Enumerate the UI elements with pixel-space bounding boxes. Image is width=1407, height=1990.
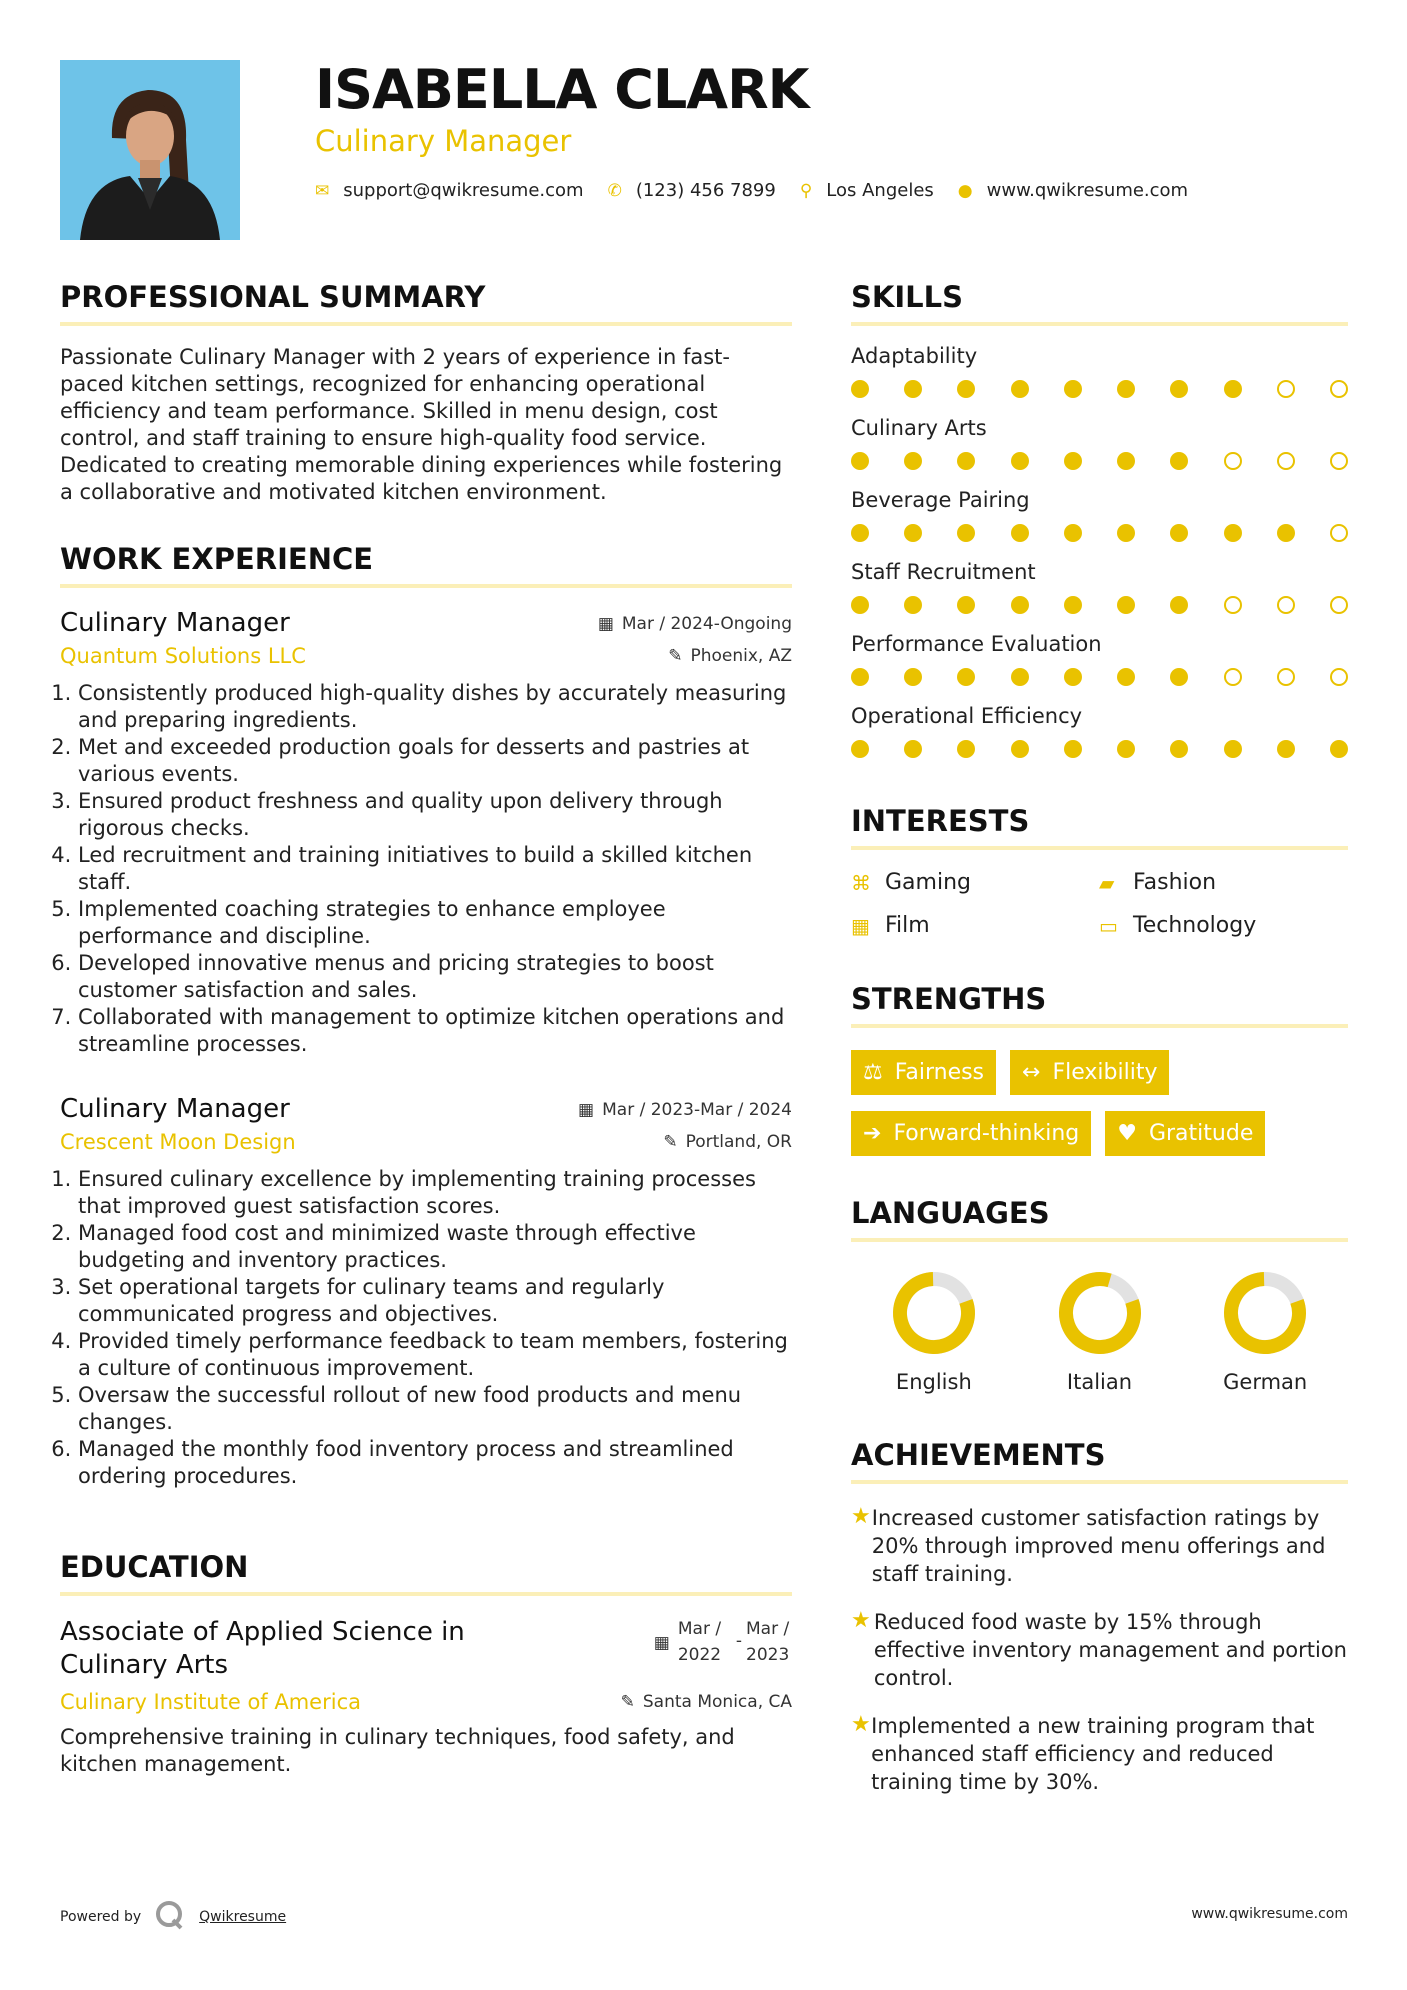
- list-item: 3. Set operational targets for culinary teams and regularly communicated progress and objectives.: [78, 1274, 792, 1328]
- location-text: Los Angeles: [826, 180, 934, 201]
- edu-separator: -: [735, 1631, 742, 1651]
- rating-dot-filled: [1064, 380, 1082, 398]
- rating-dot-filled: [1277, 524, 1295, 542]
- skill-row: [851, 344, 1348, 398]
- list-item: 4. Provided timely performance feedback to team members, fostering a culture of continuous improvement.: [78, 1328, 792, 1382]
- language-label: English: [895, 1370, 972, 1394]
- skill-name: Culinary Arts: [851, 416, 987, 440]
- job-location: [663, 1132, 792, 1152]
- star-icon: ★: [851, 1712, 871, 1737]
- donut-fill: [1057, 1270, 1143, 1356]
- rating-dot-filled: [1330, 740, 1348, 758]
- contact-bar: [315, 180, 1212, 201]
- rating-dot-filled: [1064, 452, 1082, 470]
- strength-label: Forward-thinking: [893, 1121, 1080, 1146]
- list-item: 2. Met and exceeded production goals for desserts and pastries at various events.: [78, 734, 792, 788]
- qwikresume-logo-icon: [155, 1900, 185, 1934]
- gamepad-icon: ⌘: [851, 870, 871, 895]
- languages-list: [851, 1270, 1348, 1394]
- rating-dot-filled: [1170, 452, 1188, 470]
- rating-dot-filled: [904, 668, 922, 686]
- rating-dot-filled: [1011, 524, 1029, 542]
- skill-rating: [851, 668, 1348, 686]
- list-item: 1. Ensured culinary excellence by implementing training processes that improved guest satisfaction scores.: [78, 1166, 792, 1220]
- education-dates: [654, 1616, 792, 1668]
- school-location-text: Santa Monica, CA: [642, 1692, 792, 1712]
- contact-phone[interactable]: [608, 180, 776, 201]
- summary-text: Passionate Culinary Manager with 2 years of experience in fast-paced kitchen settings, recognized for enhancing operational efficiency and team performance. Skilled in menu design, cost control, and staff training to ensure high-quality food service. Dedicated to creating memorable dining experiences while fostering a collaborative and motivated kitchen environment.: [60, 345, 783, 504]
- degree-title: Associate of Applied Science in Culinary Arts: [60, 1617, 465, 1680]
- list-item: 1. Consistently produced high-quality dishes by accurately measuring and preparing ingredients.: [78, 680, 792, 734]
- education-description: Comprehensive training in culinary techniques, food safety, and kitchen management.: [60, 1725, 735, 1776]
- interests-title: INTERESTS: [851, 804, 1348, 850]
- map-pin-icon: ⚲: [799, 180, 813, 201]
- rating-dot-empty: [1224, 668, 1242, 686]
- summary-title: PROFESSIONAL SUMMARY: [60, 280, 792, 326]
- rating-dot-filled: [851, 452, 869, 470]
- skill-row: [851, 416, 1348, 470]
- arrows-icon: ↔: [1022, 1060, 1041, 1085]
- language-label: Italian: [1066, 1370, 1133, 1394]
- contact-email[interactable]: [315, 180, 584, 201]
- language-item: [1182, 1270, 1348, 1394]
- experience-title: WORK EXPERIENCE: [60, 542, 792, 588]
- rating-dot-filled: [1117, 740, 1135, 758]
- star-icon: ★: [851, 1608, 871, 1633]
- rating-dot-filled: [904, 740, 922, 758]
- envelope-icon: ✉: [315, 180, 330, 201]
- film-icon: ▦: [851, 913, 870, 938]
- interest-label: Fashion: [1133, 870, 1217, 895]
- rating-dot-filled: [957, 596, 975, 614]
- edu-start: Mar / 2022: [677, 1619, 722, 1665]
- language-donut: [891, 1270, 977, 1356]
- achievement-text: Reduced food waste by 15% through effective inventory management and portion control.: [873, 1610, 1347, 1690]
- rating-dot-empty: [1330, 596, 1348, 614]
- rating-dot-filled: [1117, 380, 1135, 398]
- rating-dot-empty: [1330, 452, 1348, 470]
- strength-tag: [851, 1050, 996, 1095]
- school-name: Culinary Institute of America: [60, 1690, 361, 1714]
- pushpin-icon: ✎: [663, 1132, 678, 1152]
- rating-dot-filled: [1117, 668, 1135, 686]
- rating-dot-filled: [851, 380, 869, 398]
- calendar-icon: ▦: [653, 1633, 670, 1653]
- phone-text: (123) 456 7899: [635, 180, 776, 201]
- phone-icon: ✆: [607, 180, 622, 201]
- strength-tag: [1010, 1050, 1169, 1095]
- list-item: 5. Implemented coaching strategies to enhance employee performance and discipline.: [78, 896, 792, 950]
- achievement-text: Increased customer satisfaction ratings by 20% through improved menu offerings and staff training.: [871, 1506, 1326, 1586]
- rating-dot-empty: [1330, 668, 1348, 686]
- rating-dot-filled: [1011, 452, 1029, 470]
- job-date: [598, 614, 792, 634]
- rating-dot-empty: [1277, 452, 1295, 470]
- company-name: Quantum Solutions LLC: [60, 644, 306, 668]
- achievement-item: [851, 1712, 1348, 1796]
- bag-icon: ▰: [1099, 870, 1115, 895]
- powered-label: Powered by: [60, 1909, 142, 1925]
- edu-end: Mar / 2023: [746, 1619, 790, 1665]
- interest-item: [1099, 870, 1347, 895]
- skill-rating: [851, 596, 1348, 614]
- rating-dot-filled: [1064, 740, 1082, 758]
- strength-tag: [1105, 1111, 1265, 1156]
- skill-rating: [851, 740, 1348, 758]
- rating-dot-filled: [904, 380, 922, 398]
- rating-dot-filled: [851, 668, 869, 686]
- rating-dot-filled: [1011, 740, 1029, 758]
- rating-dot-filled: [1170, 740, 1188, 758]
- contact-location: [800, 180, 934, 201]
- pushpin-icon: ✎: [620, 1692, 635, 1712]
- strength-tag: [851, 1111, 1091, 1156]
- calendar-icon: ▦: [578, 1100, 595, 1120]
- rating-dot-filled: [904, 524, 922, 542]
- rating-dot-filled: [1224, 740, 1242, 758]
- job-location-text: Portland, OR: [685, 1132, 792, 1152]
- rating-dot-filled: [957, 380, 975, 398]
- job-entry: [60, 1094, 792, 1490]
- job-location: [668, 646, 792, 666]
- achievements-title: ACHIEVEMENTS: [851, 1438, 1348, 1484]
- rating-dot-filled: [957, 668, 975, 686]
- language-item: [1017, 1270, 1183, 1394]
- calendar-icon: ▦: [597, 614, 614, 634]
- interest-item: [851, 870, 1099, 895]
- list-item: 2. Managed food cost and minimized waste through effective budgeting and inventory practices.: [78, 1220, 792, 1274]
- language-label: German: [1223, 1370, 1308, 1394]
- list-item: 6. Developed innovative menus and pricing strategies to boost customer satisfaction and sales.: [78, 950, 792, 1004]
- pushpin-icon: ✎: [668, 646, 683, 666]
- achievement-item: [851, 1608, 1348, 1692]
- candidate-name: ISABELLA CLARK: [315, 58, 809, 121]
- skill-row: [851, 704, 1348, 758]
- school-location: [621, 1692, 792, 1712]
- interests-list: [851, 870, 1348, 938]
- contact-website[interactable]: [958, 180, 1188, 201]
- job-date-text: Mar / 2023-Mar / 2024: [602, 1100, 792, 1120]
- interest-label: Film: [885, 913, 930, 938]
- list-item: 4. Led recruitment and training initiatives to build a skilled kitchen staff.: [78, 842, 792, 896]
- skill-rating: [851, 524, 1348, 542]
- list-item: 3. Ensured product freshness and quality upon delivery through rigorous checks.: [78, 788, 792, 842]
- skills-title: SKILLS: [851, 280, 1348, 326]
- interest-item: [1099, 913, 1347, 938]
- rating-dot-filled: [1117, 452, 1135, 470]
- strengths-title: STRENGTHS: [851, 982, 1348, 1028]
- star-icon: ★: [851, 1504, 871, 1529]
- rating-dot-filled: [851, 740, 869, 758]
- list-item: 6. Managed the monthly food inventory process and streamlined ordering procedures.: [78, 1436, 792, 1490]
- rating-dot-filled: [851, 596, 869, 614]
- company-name: Crescent Moon Design: [60, 1130, 296, 1154]
- strength-label: Flexibility: [1052, 1060, 1158, 1085]
- rating-dot-filled: [1170, 596, 1188, 614]
- skill-name: Performance Evaluation: [851, 632, 1102, 656]
- list-item: 5. Oversaw the successful rollout of new food products and menu changes.: [78, 1382, 792, 1436]
- language-donut: [1222, 1270, 1308, 1356]
- website-text: www.qwikresume.com: [986, 180, 1189, 201]
- rating-dot-filled: [1170, 380, 1188, 398]
- rating-dot-filled: [904, 452, 922, 470]
- rating-dot-filled: [1011, 380, 1029, 398]
- rating-dot-empty: [1224, 452, 1242, 470]
- skill-rating: [851, 380, 1348, 398]
- list-item: 7. Collaborated with management to optimize kitchen operations and streamline processes.: [78, 1004, 792, 1058]
- language-donut: [1057, 1270, 1143, 1356]
- brand-link[interactable]: Qwikresume: [199, 1909, 287, 1925]
- rating-dot-filled: [1224, 380, 1242, 398]
- rating-dot-empty: [1277, 596, 1295, 614]
- rating-dot-empty: [1330, 524, 1348, 542]
- interest-label: Technology: [1133, 913, 1257, 938]
- rating-dot-filled: [904, 596, 922, 614]
- rating-dot-filled: [1064, 596, 1082, 614]
- profile-photo: [60, 60, 240, 240]
- email-text: support@qwikresume.com: [343, 180, 584, 201]
- rating-dot-filled: [851, 524, 869, 542]
- globe-icon: ●: [957, 180, 973, 201]
- rating-dot-empty: [1330, 380, 1348, 398]
- heart-icon: ♥: [1117, 1121, 1137, 1146]
- skill-name: Staff Recruitment: [851, 560, 1036, 584]
- skill-name: Operational Efficiency: [851, 704, 1083, 728]
- job-entry: [60, 608, 792, 1058]
- job-bullets: [60, 1166, 792, 1490]
- strengths-list: [851, 1050, 1348, 1156]
- strength-label: Fairness: [894, 1060, 985, 1085]
- rating-dot-filled: [1117, 524, 1135, 542]
- footer-powered: [60, 1900, 286, 1934]
- language-item: [851, 1270, 1017, 1394]
- skill-name: Beverage Pairing: [851, 488, 1030, 512]
- rating-dot-filled: [1170, 524, 1188, 542]
- skill-row: [851, 488, 1348, 542]
- rating-dot-filled: [1117, 596, 1135, 614]
- skill-row: [851, 632, 1348, 686]
- languages-title: LANGUAGES: [851, 1196, 1348, 1242]
- skill-name: Adaptability: [851, 344, 978, 368]
- skill-row: [851, 560, 1348, 614]
- job-title: Culinary Manager: [60, 608, 290, 638]
- job-location-text: Phoenix, AZ: [690, 646, 792, 666]
- right-column: [851, 280, 1348, 1796]
- rating-dot-filled: [1064, 668, 1082, 686]
- rating-dot-filled: [1064, 524, 1082, 542]
- rating-dot-filled: [957, 452, 975, 470]
- job-date-text: Mar / 2024-Ongoing: [621, 614, 792, 634]
- arrow-right-icon: ➔: [863, 1121, 882, 1146]
- strength-label: Gratitude: [1148, 1121, 1254, 1146]
- job-date: [578, 1100, 792, 1120]
- rating-dot-empty: [1224, 596, 1242, 614]
- rating-dot-filled: [1170, 668, 1188, 686]
- rating-dot-filled: [1277, 740, 1295, 758]
- rating-dot-filled: [1224, 524, 1242, 542]
- achievement-text: Implemented a new training program that enhanced staff efficiency and reduced training time by 30%.: [871, 1714, 1315, 1794]
- job-title: Culinary Manager: [60, 1094, 290, 1124]
- left-column: [60, 280, 792, 1778]
- rating-dot-empty: [1277, 380, 1295, 398]
- rating-dot-filled: [957, 524, 975, 542]
- scale-icon: ⚖: [863, 1060, 883, 1085]
- interest-item: [851, 913, 1099, 938]
- skill-rating: [851, 452, 1348, 470]
- achievement-item: [851, 1504, 1348, 1588]
- candidate-role: Culinary Manager: [315, 124, 572, 158]
- rating-dot-filled: [957, 740, 975, 758]
- rating-dot-filled: [1011, 596, 1029, 614]
- rating-dot-empty: [1277, 668, 1295, 686]
- laptop-icon: ▭: [1099, 913, 1118, 938]
- rating-dot-filled: [1011, 668, 1029, 686]
- footer-url[interactable]: www.qwikresume.com: [1191, 1906, 1348, 1922]
- interest-label: Gaming: [885, 870, 971, 895]
- skills-list: [851, 344, 1348, 758]
- education-title: EDUCATION: [60, 1550, 792, 1596]
- job-bullets: [60, 680, 792, 1058]
